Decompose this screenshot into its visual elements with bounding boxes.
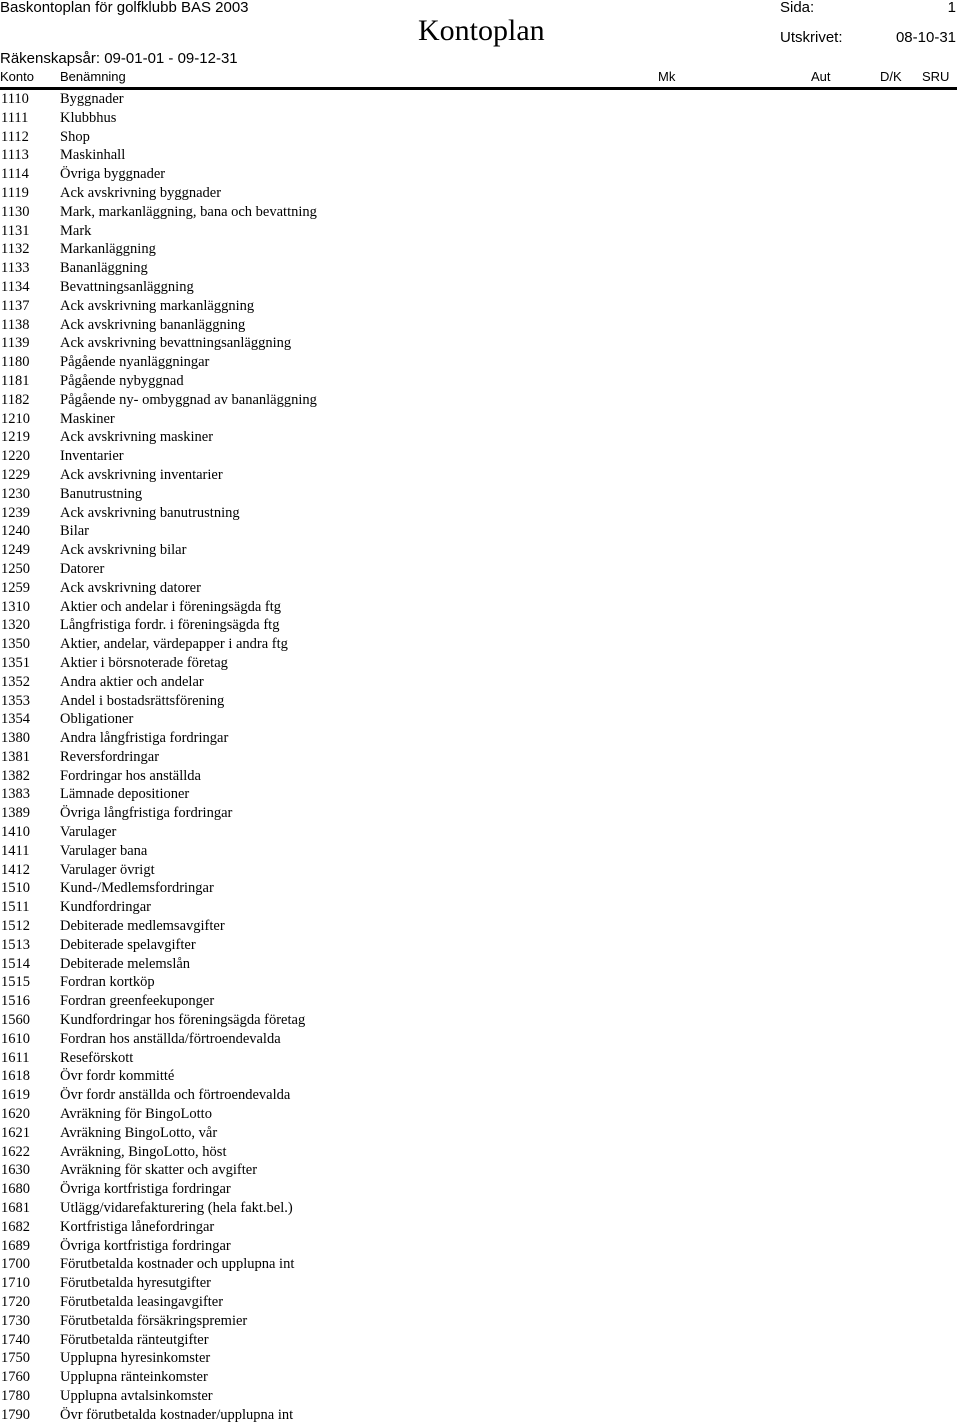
account-number: 1111 (1, 109, 29, 126)
column-header-mk: Mk (658, 69, 676, 84)
table-row (0, 1030, 957, 1049)
account-name: Upplupna ränteinkomster (60, 1369, 208, 1386)
table-row (0, 222, 957, 241)
account-number: 1114 (1, 166, 29, 183)
account-name: Aktier, andelar, värdepapper i andra ftg (60, 636, 288, 653)
account-number: 1119 (1, 184, 29, 201)
account-name: Övr fordr anställda och förtroendevalda (60, 1087, 291, 1104)
table-row (0, 579, 957, 598)
account-name: Förutbetalda försäkringspremier (60, 1312, 248, 1329)
account-number: 1110 (1, 91, 29, 107)
account-number: 1790 (1, 1406, 30, 1423)
account-name: Inventarier (60, 448, 124, 465)
account-number: 1210 (1, 410, 30, 427)
account-number: 1514 (1, 955, 30, 972)
account-number: 1320 (1, 617, 30, 634)
table-row (0, 1349, 957, 1368)
table-row (0, 1143, 957, 1162)
account-name: Reseförskott (60, 1049, 134, 1066)
table-row (0, 917, 957, 936)
account-name: Varulager övrigt (60, 861, 155, 878)
table-row (0, 861, 957, 880)
account-name: Varulager bana (60, 842, 148, 859)
account-name: Fordringar hos anställda (60, 767, 201, 784)
account-number: 1249 (1, 542, 30, 559)
table-row (0, 692, 957, 711)
account-number: 1180 (1, 354, 30, 371)
table-row (0, 541, 957, 560)
account-name: Kundfordringar hos föreningsägda företag (60, 1012, 306, 1029)
account-number: 1700 (1, 1256, 30, 1273)
table-row (0, 184, 957, 203)
account-number: 1130 (1, 203, 30, 220)
printed-label: Utskrivet: (780, 29, 843, 46)
account-name: Ack avskrivning banutrustning (60, 504, 240, 521)
account-name: Ack avskrivning inventarier (60, 466, 223, 483)
account-number: 1354 (1, 711, 30, 728)
account-number: 1630 (1, 1162, 30, 1179)
account-number: 1259 (1, 579, 30, 596)
account-number: 1310 (1, 598, 30, 615)
printed-date: 08-10-31 (895, 29, 956, 46)
account-name: Ack avskrivning bevattningsanläggning (60, 335, 292, 352)
account-name: Ack avskrivning maskiner (60, 429, 214, 446)
account-number: 1133 (1, 260, 30, 277)
account-name: Kund-/Medlemsfordringar (60, 880, 214, 897)
table-row (0, 278, 957, 297)
table-row (0, 598, 957, 617)
account-name: Andra långfristiga fordringar (60, 730, 229, 747)
account-number: 1512 (1, 918, 30, 935)
account-number: 1181 (1, 372, 30, 389)
account-number: 1510 (1, 880, 30, 897)
account-name: Andel i bostadsrättsförening (60, 692, 225, 709)
table-row (0, 804, 957, 823)
account-name: Bananläggning (60, 260, 148, 277)
account-name: Pågående nyanläggningar (60, 354, 210, 371)
account-name: Aktier och andelar i föreningsägda ftg (60, 598, 282, 615)
table-row (0, 898, 957, 917)
table-row (0, 1387, 957, 1406)
document-title: Baskontoplan för golfklubb BAS 2003 (0, 0, 249, 16)
table-row (0, 504, 957, 523)
table-row (0, 748, 957, 767)
account-name: Ack avskrivning bilar (60, 542, 187, 559)
account-number: 1680 (1, 1181, 30, 1198)
account-name: Förutbetalda leasingavgifter (60, 1294, 224, 1310)
table-row (0, 654, 957, 673)
account-number: 1611 (1, 1049, 30, 1066)
table-row (0, 823, 957, 842)
table-row (0, 146, 957, 165)
page-label: Sida: (780, 0, 815, 16)
table-row (0, 297, 957, 316)
table-row (0, 710, 957, 729)
fiscal-year: Räkenskapsår: 09-01-01 - 09-12-31 (0, 50, 238, 67)
column-header-sru: SRU (922, 69, 950, 84)
account-number: 1740 (1, 1331, 30, 1348)
account-number: 1250 (1, 560, 30, 577)
account-name: Debiterade spelavgifter (60, 936, 196, 953)
page-number: 1 (947, 0, 956, 16)
account-number: 1353 (1, 692, 30, 709)
table-row (0, 466, 957, 485)
account-name: Lämnade depositioner (60, 786, 190, 803)
table-row (0, 1274, 957, 1293)
table-row (0, 1067, 957, 1086)
table-row (0, 1180, 957, 1199)
account-number: 1230 (1, 485, 30, 502)
account-name: Ack avskrivning markanläggning (60, 297, 255, 314)
table-row (0, 842, 957, 861)
table-row (0, 353, 957, 372)
account-number: 1621 (1, 1124, 30, 1141)
account-name: Upplupna avtalsinkomster (60, 1387, 213, 1404)
account-number: 1112 (1, 128, 29, 145)
account-number: 1240 (1, 523, 30, 540)
account-name: Avräkning för BingoLotto (60, 1106, 212, 1123)
table-row (0, 936, 957, 955)
table-row (0, 372, 957, 391)
account-name: Övr förutbetalda kostnader/upplupna int (60, 1406, 294, 1423)
account-name: Klubbhus (60, 109, 117, 126)
account-name: Reversfordringar (60, 748, 160, 765)
account-name: Kortfristiga lånefordringar (60, 1218, 215, 1235)
account-name: Förutbetalda hyresutgifter (60, 1275, 211, 1292)
table-row (0, 90, 957, 109)
account-name: Fordran kortköp (60, 974, 155, 991)
table-row (0, 879, 957, 898)
account-name: Banutrustning (60, 485, 143, 502)
account-number: 1113 (1, 147, 29, 164)
table-row (0, 1049, 957, 1068)
table-row (0, 1406, 957, 1425)
account-number: 1381 (1, 748, 30, 765)
account-number: 1139 (1, 335, 30, 352)
table-row (0, 128, 957, 147)
account-name: Bevattningsanläggning (60, 278, 194, 295)
table-row (0, 635, 957, 654)
account-number: 1411 (1, 842, 30, 859)
account-number: 1380 (1, 730, 30, 747)
table-row (0, 1255, 957, 1274)
table-row (0, 1293, 957, 1312)
account-number: 1220 (1, 448, 30, 465)
account-name: Debiterade medlemsavgifter (60, 918, 225, 935)
account-number: 1515 (1, 974, 30, 991)
account-name: Avräkning BingoLotto, vår (60, 1124, 218, 1141)
account-number: 1350 (1, 636, 30, 653)
account-number: 1182 (1, 391, 30, 408)
account-name: Fordran hos anställda/förtroendevalda (60, 1030, 281, 1047)
table-row (0, 410, 957, 429)
account-name: Mark, markanläggning, bana och bevattning (60, 203, 317, 220)
account-name: Övriga långfristiga fordringar (60, 805, 233, 822)
account-number: 1352 (1, 673, 30, 690)
column-header-dk: D/K (880, 69, 902, 84)
account-name: Maskiner (60, 410, 115, 427)
account-name: Övr fordr kommitté (60, 1068, 175, 1085)
account-number: 1511 (1, 899, 30, 916)
account-number: 1750 (1, 1350, 30, 1367)
table-row (0, 1086, 957, 1105)
account-name: Markanläggning (60, 241, 156, 258)
table-row (0, 165, 957, 184)
account-number: 1760 (1, 1369, 30, 1386)
table-row (0, 1161, 957, 1180)
account-name: Fordran greenfeekuponger (60, 993, 215, 1010)
account-number: 1131 (1, 222, 30, 239)
table-row (0, 1368, 957, 1387)
account-name: Övriga byggnader (60, 166, 166, 183)
table-row (0, 973, 957, 992)
account-number: 1618 (1, 1068, 30, 1085)
account-name: Avräkning, BingoLotto, höst (60, 1143, 227, 1160)
account-name: Pågående nybyggnad (60, 372, 184, 389)
account-number: 1681 (1, 1200, 30, 1217)
account-name: Maskinhall (60, 147, 126, 164)
table-row (0, 428, 957, 447)
table-row (0, 447, 957, 466)
table-row (0, 240, 957, 259)
table-row (0, 1312, 957, 1331)
account-name: Ack avskrivning bananläggning (60, 316, 246, 333)
account-number: 1610 (1, 1030, 30, 1047)
account-number: 1382 (1, 767, 30, 784)
account-number: 1780 (1, 1387, 30, 1404)
table-row (0, 109, 957, 128)
account-name: Utlägg/vidarefakturering (hela fakt.bel.) (60, 1200, 293, 1217)
table-row (0, 560, 957, 579)
account-number: 1383 (1, 786, 30, 803)
table-row (0, 767, 957, 786)
account-list (0, 90, 957, 1425)
account-name: Andra aktier och andelar (60, 673, 204, 690)
table-row (0, 785, 957, 804)
table-row (0, 391, 957, 410)
account-name: Varulager (60, 824, 117, 841)
table-row (0, 673, 957, 692)
account-name: Bilar (60, 523, 89, 540)
table-row (0, 334, 957, 353)
table-row (0, 616, 957, 635)
account-number: 1351 (1, 654, 30, 671)
account-name: Långfristiga fordr. i föreningsägda ftg (60, 617, 280, 634)
account-name: Mark (60, 222, 92, 239)
table-row (0, 955, 957, 974)
table-row (0, 1218, 957, 1237)
account-name: Ack avskrivning datorer (60, 579, 201, 596)
account-number: 1619 (1, 1087, 30, 1104)
account-number: 1710 (1, 1275, 30, 1292)
table-row (0, 1237, 957, 1256)
table-row (0, 1011, 957, 1030)
account-number: 1682 (1, 1218, 30, 1235)
account-name: Byggnader (60, 91, 124, 107)
account-number: 1620 (1, 1106, 30, 1123)
account-number: 1412 (1, 861, 30, 878)
table-row (0, 1199, 957, 1218)
table-row (0, 522, 957, 541)
account-number: 1730 (1, 1312, 30, 1329)
table-row (0, 992, 957, 1011)
account-number: 1138 (1, 316, 30, 333)
account-number: 1622 (1, 1143, 30, 1160)
column-header-benamning: Benämning (60, 69, 126, 84)
account-name: Upplupna hyresinkomster (60, 1350, 211, 1367)
account-name: Övriga kortfristiga fordringar (60, 1181, 231, 1198)
account-name: Datorer (60, 560, 105, 577)
account-number: 1560 (1, 1012, 30, 1029)
account-name: Avräkning för skatter och avgifter (60, 1162, 258, 1179)
account-number: 1689 (1, 1237, 30, 1254)
account-number: 1229 (1, 466, 30, 483)
table-row (0, 485, 957, 504)
table-row (0, 729, 957, 748)
account-number: 1410 (1, 824, 30, 841)
account-name: Förutbetalda ränteutgifter (60, 1331, 209, 1348)
account-name: Aktier i börsnoterade företag (60, 654, 228, 671)
account-number: 1137 (1, 297, 30, 314)
account-name: Shop (60, 128, 90, 145)
account-number: 1132 (1, 241, 30, 258)
table-row (0, 203, 957, 222)
table-row (0, 316, 957, 335)
account-name: Obligationer (60, 711, 134, 728)
account-name: Ack avskrivning byggnader (60, 184, 222, 201)
table-row (0, 1331, 957, 1350)
account-number: 1720 (1, 1294, 30, 1310)
table-row (0, 259, 957, 278)
account-name: Pågående ny- ombyggnad av bananläggning (60, 391, 317, 408)
account-number: 1239 (1, 504, 30, 521)
account-number: 1134 (1, 278, 30, 295)
account-name: Övriga kortfristiga fordringar (60, 1237, 231, 1254)
table-row (0, 1124, 957, 1143)
column-header-aut: Aut (811, 69, 831, 84)
page-title: Kontoplan (418, 14, 545, 47)
account-name: Debiterade melemslån (60, 955, 191, 972)
account-name: Kundfordringar (60, 899, 152, 916)
table-row (0, 1105, 957, 1124)
account-number: 1516 (1, 993, 30, 1010)
account-number: 1389 (1, 805, 30, 822)
account-number: 1219 (1, 429, 30, 446)
account-name: Förutbetalda kostnader och upplupna int (60, 1256, 295, 1273)
account-number: 1513 (1, 936, 30, 953)
column-header-konto: Konto (0, 69, 34, 84)
